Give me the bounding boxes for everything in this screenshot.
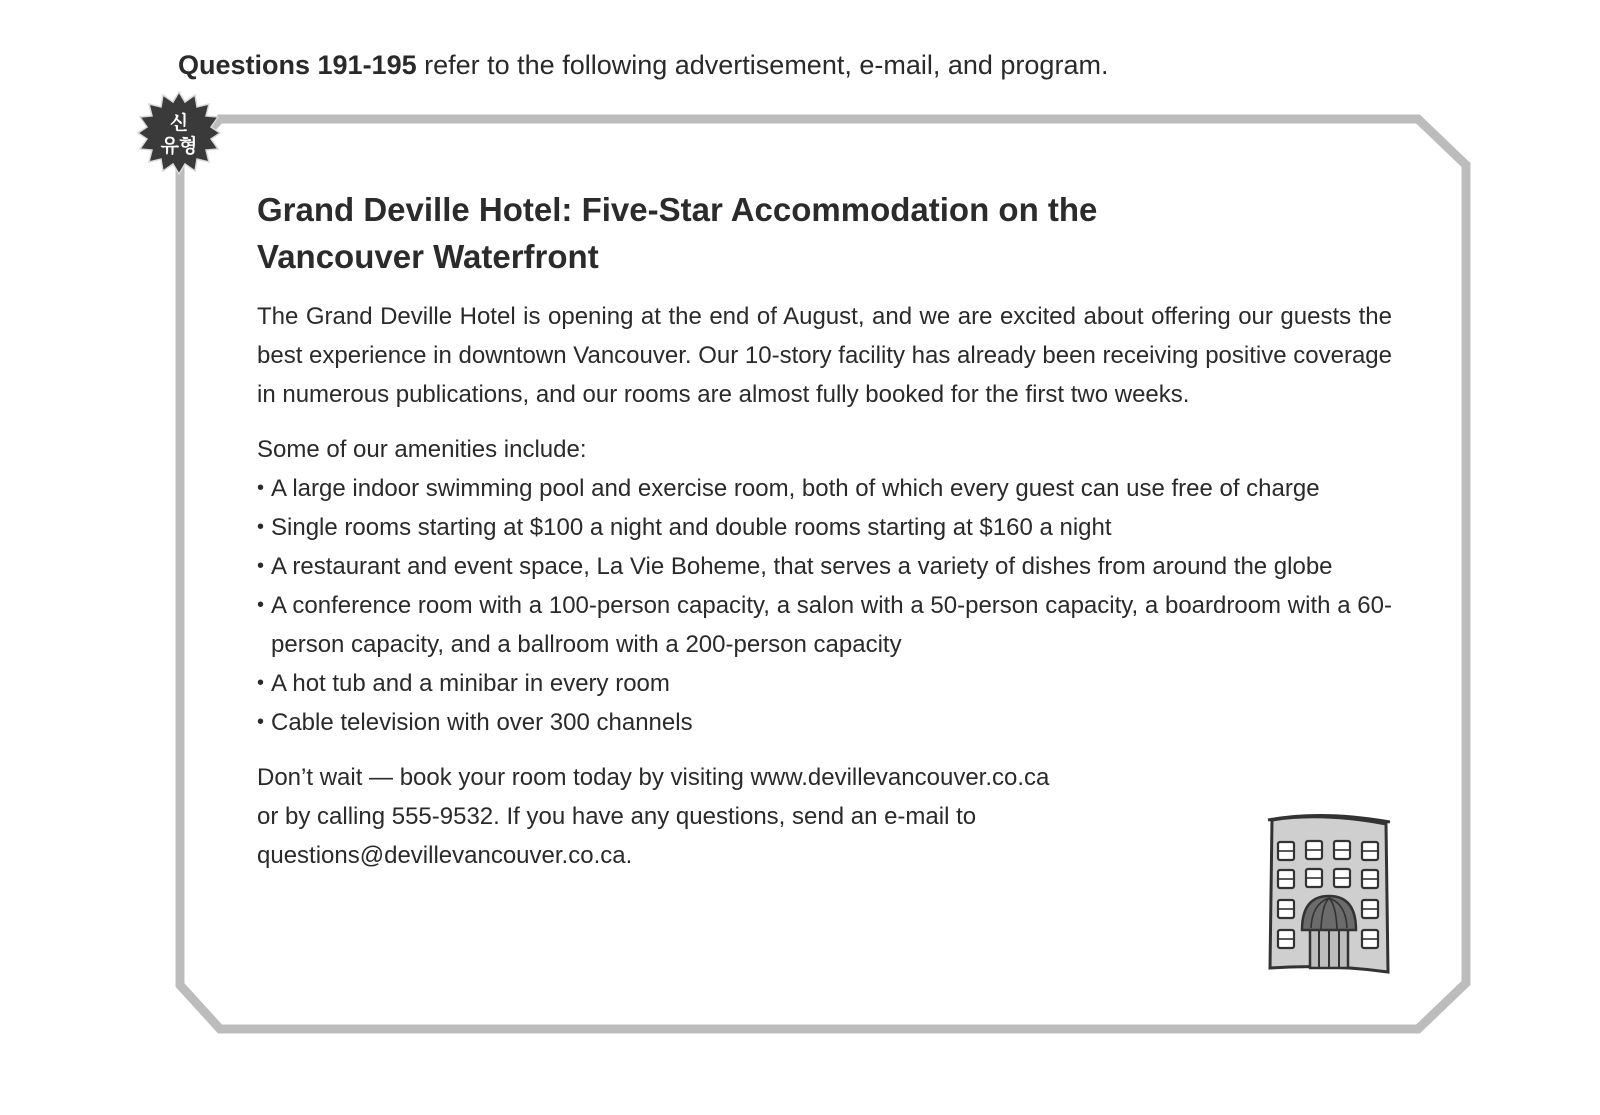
bullet-icon: • [257, 555, 265, 577]
bullet-icon: • [257, 477, 265, 499]
list-item [257, 547, 1392, 586]
bullet-icon: • [257, 594, 265, 616]
list-item [257, 664, 1392, 703]
ad-intro-paragraph: The Grand Deville Hotel is opening at the end of August, and we are excited about offering our guests the best experience in downtown Vancouver. Our 10-story facility has already been receiving positive coverage in numerous publications, and our rooms are almost fully booked for the first two weeks. [257, 303, 1392, 408]
ad-headline [257, 186, 1392, 280]
question-range: Questions 191-195 [178, 50, 417, 80]
amenities-list [257, 469, 1392, 742]
ad-headline-line-1: Grand Deville Hotel: Five-Star Accommodation on the [257, 191, 1098, 228]
cta-line-1: Don’t wait — book your room today by visiting www.devillevancouver.co.ca [257, 764, 1050, 791]
bullet-icon: • [257, 672, 265, 694]
amenity-text: Cable television with over 300 channels [271, 709, 693, 736]
list-item [257, 469, 1392, 508]
amenity-text: Single rooms starting at $100 a night and double rooms starting at $160 a night [271, 514, 1112, 541]
cta-line-2: or by calling 555-9532. If you have any questions, send an e-mail to [257, 803, 977, 830]
amenity-text: A restaurant and event space, La Vie Boheme, that serves a variety of dishes from around the globe [271, 553, 1333, 580]
amenities-label: Some of our amenities include: [257, 436, 587, 463]
badge-line-1: 신 [169, 112, 189, 134]
list-item [257, 703, 1392, 742]
advertisement-body [257, 186, 1392, 875]
question-intro [178, 50, 1108, 81]
amenity-text: A large indoor swimming pool and exercise room, both of which every guest can use free of charge [271, 475, 1320, 502]
question-intro-text: refer to the following advertisement, e-mail, and program. [416, 50, 1109, 80]
new-type-badge-icon [136, 90, 222, 176]
hotel-building-icon [1262, 808, 1396, 978]
list-item [257, 586, 1392, 664]
amenity-text: A hot tub and a minibar in every room [271, 670, 670, 697]
bullet-icon: • [257, 516, 265, 538]
call-to-action [257, 758, 1157, 875]
cta-line-3: questions@devillevancouver.co.ca. [257, 842, 633, 869]
badge-line-2: 유형 [160, 135, 198, 157]
amenity-text: A conference room with a 100-person capacity, a salon with a 50-person capacity, a boardroom with a 60-person capacity, and a ballroom with a 200-person capacity [271, 592, 1392, 658]
list-item [257, 508, 1392, 547]
ad-headline-line-2: Vancouver Waterfront [257, 238, 599, 275]
bullet-icon: • [257, 711, 265, 733]
